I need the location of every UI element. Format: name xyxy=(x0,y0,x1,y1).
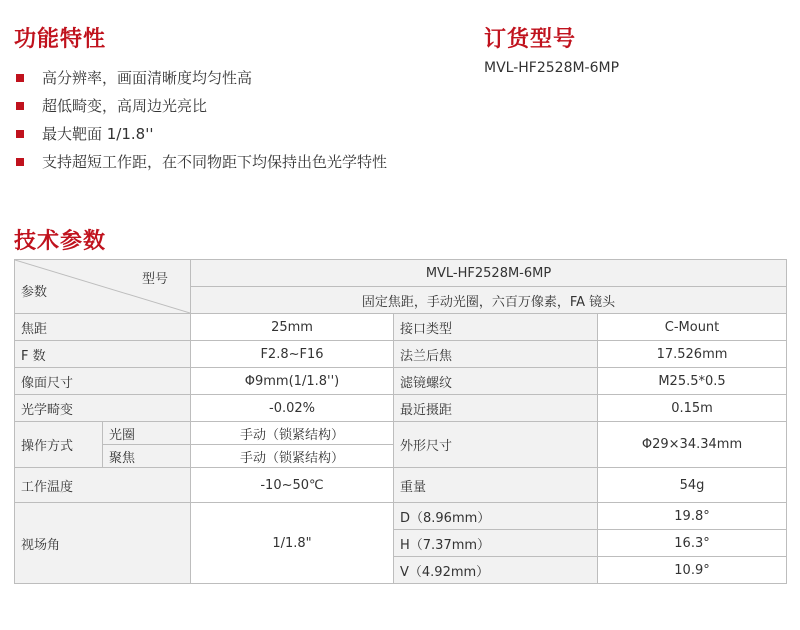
order-title: 订货型号 xyxy=(484,27,577,52)
specs-title: 技术参数 xyxy=(14,229,107,254)
header-model-value: MVL-HF2528M-6MP xyxy=(191,260,787,287)
table-row xyxy=(15,395,787,422)
feature-item xyxy=(14,64,387,92)
spec-value: -10~50℃ xyxy=(191,468,394,503)
feature-item xyxy=(14,148,387,176)
table-row xyxy=(15,468,787,503)
spec-value: 手动（锁紧结构） xyxy=(191,445,394,468)
table-row xyxy=(15,503,787,530)
header-param-label: 参数 xyxy=(21,285,48,300)
spec-value: 16.3° xyxy=(598,530,787,557)
spec-value: 54g xyxy=(598,468,787,503)
diagonal-header-cell xyxy=(15,260,191,314)
spec-value: -0.02% xyxy=(191,395,394,422)
feature-text: 最大靶面 1/1.8'' xyxy=(42,125,154,143)
table-row xyxy=(15,314,787,341)
feature-item xyxy=(14,120,387,148)
spec-value: Φ9mm(1/1.8'') xyxy=(191,368,394,395)
spec-value: 1/1.8" xyxy=(191,503,394,584)
spec-label: D（8.96mm） xyxy=(394,503,598,530)
spec-label: 光学畸变 xyxy=(15,395,191,422)
spec-label: 法兰后焦 xyxy=(394,341,598,368)
square-bullet-icon xyxy=(16,158,24,166)
spec-value: 手动（锁紧结构） xyxy=(191,422,394,445)
spec-label: 滤镜螺纹 xyxy=(394,368,598,395)
spec-label: 外形尺寸 xyxy=(394,422,598,468)
spec-label: 像面尺寸 xyxy=(15,368,191,395)
square-bullet-icon xyxy=(16,102,24,110)
spec-label: F 数 xyxy=(15,341,191,368)
table-row xyxy=(15,368,787,395)
feature-text: 超低畸变，高周边光亮比 xyxy=(42,97,208,115)
spec-sublabel: 聚焦 xyxy=(103,445,191,468)
header-description: 固定焦距，手动光圈，六百万像素，FA 镜头 xyxy=(191,287,787,314)
spec-value: 17.526mm xyxy=(598,341,787,368)
table-row xyxy=(15,260,787,287)
spec-sublabel: 光圈 xyxy=(103,422,191,445)
feature-text: 高分辨率，画面清晰度均匀性高 xyxy=(42,69,253,87)
header-model-label: 型号 xyxy=(141,272,168,287)
spec-value: F2.8~F16 xyxy=(191,341,394,368)
spec-label: 重量 xyxy=(394,468,598,503)
table-row xyxy=(15,422,787,445)
square-bullet-icon xyxy=(16,74,24,82)
feature-text: 支持超短工作距，在不同物距下均保持出色光学特性 xyxy=(42,153,388,171)
spec-value: 19.8° xyxy=(598,503,787,530)
feature-list xyxy=(14,64,387,176)
feature-item xyxy=(14,92,387,120)
spec-value: 10.9° xyxy=(598,557,787,584)
square-bullet-icon xyxy=(16,130,24,138)
spec-label: 操作方式 xyxy=(15,422,103,468)
order-model-number: MVL-HF2528M-6MP xyxy=(484,60,620,76)
spec-label: V（4.92mm） xyxy=(394,557,598,584)
spec-value: C-Mount xyxy=(598,314,787,341)
spec-label: 焦距 xyxy=(15,314,191,341)
spec-value: 25mm xyxy=(191,314,394,341)
features-title: 功能特性 xyxy=(14,27,107,52)
spec-label: H（7.37mm） xyxy=(394,530,598,557)
spec-label: 工作温度 xyxy=(15,468,191,503)
spec-label: 接口类型 xyxy=(394,314,598,341)
spec-table xyxy=(14,259,787,584)
spec-label: 视场角 xyxy=(15,503,191,584)
spec-value: Φ29×34.34mm xyxy=(598,422,787,468)
spec-value: 0.15m xyxy=(598,395,787,422)
spec-value: M25.5*0.5 xyxy=(598,368,787,395)
spec-label: 最近摄距 xyxy=(394,395,598,422)
table-row xyxy=(15,341,787,368)
